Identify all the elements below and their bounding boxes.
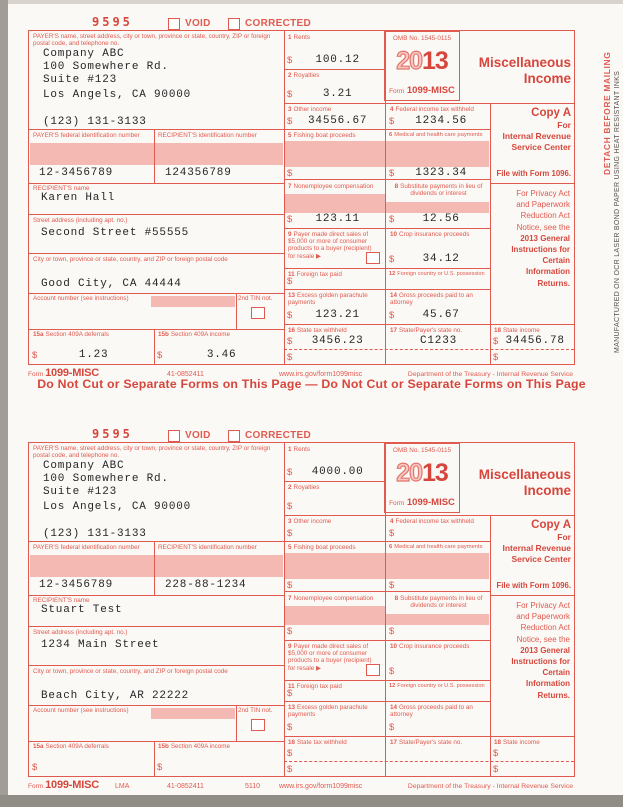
dollar-sign: $ (287, 89, 293, 100)
box8-label: 8 Substitute payments in lieu of dividends or interest (394, 183, 483, 198)
recipient-tin-value: 228-88-1234 (165, 579, 247, 591)
tin-row-shading (30, 143, 283, 165)
dollar-sign: $ (287, 55, 293, 66)
grid-line (154, 541, 155, 595)
grid-line (284, 481, 385, 482)
payer-street: 100 Somewhere Rd. (43, 61, 169, 73)
city-value: Good City, CA 44444 (41, 278, 182, 290)
scan-edge-bottom (0, 795, 623, 807)
form-code-number: 9595 (92, 15, 133, 29)
box18-label: 18 State income (494, 327, 540, 334)
box5-amount (287, 578, 383, 591)
recipient-name-label: RECIPIENT'S name (33, 185, 90, 192)
street-value: 1234 Main Street (41, 639, 160, 651)
form-number: Form 1099-MISC (389, 85, 455, 96)
grid-line (284, 701, 490, 702)
box7-shading (285, 194, 385, 213)
box14-amount: $ 45.67 (389, 309, 460, 321)
box7-label: 7 Nonemployee compensation (288, 183, 374, 190)
box2-amount: $ 3.21 (287, 88, 353, 100)
form-number: Form 1099-MISC (389, 497, 455, 508)
street-value: Second Street #55555 (41, 227, 190, 239)
box5-amount (287, 166, 383, 179)
form-copy-1 (28, 16, 573, 382)
grid-line (284, 443, 285, 776)
box11-label: 11 Foreign tax paid (288, 683, 342, 690)
box13-amount: $ 123.21 (287, 309, 360, 321)
form-footer (28, 779, 573, 793)
box6-amount (389, 578, 488, 591)
dollar-sign: $ (389, 168, 395, 179)
grid-line (284, 680, 490, 681)
corrected-label: CORRECTED (245, 430, 312, 441)
box10-label: 10 Crop insurance proceeds (390, 643, 470, 650)
recipient-name-label: RECIPIENT'S name (33, 597, 90, 604)
dollar-sign: $ (157, 350, 163, 361)
dollar-sign: $ (287, 310, 293, 321)
street-label: Street address (including apt. no.) (33, 217, 128, 224)
tin-row-shading (30, 555, 283, 577)
account-number-label: Account number (see instructions) (33, 707, 129, 714)
form-1099-misc (28, 428, 573, 794)
box11-label: 11 Foreign tax paid (288, 271, 342, 278)
grid-line (284, 591, 490, 592)
corrected-checkbox (228, 18, 240, 30)
dollar-sign: $ (389, 722, 395, 733)
payer-city: Los Angels, CA 90000 (43, 501, 192, 513)
void-checkbox (168, 18, 180, 30)
recipient-tin-value: 124356789 (165, 167, 232, 179)
grid-line (284, 515, 574, 516)
box10-amount (389, 664, 488, 677)
box1-amount: $ 4000.00 (287, 466, 364, 478)
box18-amount-2 (493, 350, 572, 363)
box15a-label: 15a Section 409A deferrals (33, 331, 109, 338)
tax-year: 2013 (396, 47, 448, 75)
box9-checkbox (366, 252, 380, 264)
grid-line (29, 253, 284, 254)
grid-line (284, 179, 490, 180)
tax-year: 2013 (396, 459, 448, 487)
box13-label: 13 Excess golden parachute payments (288, 292, 368, 307)
box14-label: 14 Gross proceeds paid to an attorney (390, 292, 473, 307)
recipient-tin-label: RECIPIENT'S identification number (158, 132, 257, 139)
account-shading (151, 708, 235, 719)
privacy-notice: For Privacy Act and Paperwork Reduction Act Notice, see the 2013 General Instructions for Certain Information Returns. (511, 601, 570, 700)
box4-label: 4 Federal income tax withheld (390, 518, 474, 525)
grid-line (284, 103, 574, 104)
box17-value: C1233 (419, 335, 457, 347)
form-title: Miscellaneous Income (478, 467, 571, 498)
box17-value (389, 746, 488, 759)
box2-amount (287, 499, 383, 512)
recipient-tin-label: RECIPIENT'S identification number (158, 544, 257, 551)
dollar-sign: $ (32, 350, 38, 361)
footer-treasury-text: Department of the Treasury - Internal Revenue Service (407, 783, 573, 790)
box8-amount (389, 624, 488, 637)
dollar-sign: $ (287, 276, 293, 287)
scan-edge-left (0, 0, 8, 807)
box18-amount (493, 746, 572, 759)
footer-plate-number: 41-0852411 (167, 783, 204, 790)
grid-line (29, 741, 284, 742)
dollar-sign: $ (157, 762, 163, 773)
account-shading (151, 296, 235, 307)
box8-amount: $ 12.56 (389, 213, 460, 225)
dollar-sign: $ (389, 254, 395, 265)
dollar-sign: $ (32, 762, 38, 773)
box15b-label: 15b Section 409A income (158, 331, 231, 338)
grid-line (284, 69, 385, 70)
box11-amount (287, 686, 383, 699)
separator-warning: Do Not Cut or Separate Forms on This Page — Do Not Cut or Separate Forms on This Page (37, 377, 586, 391)
dollar-sign: $ (287, 352, 293, 363)
privacy-notice: For Privacy Act and Paperwork Reduction Act Notice, see the 2013 General Instructions for Certain Information Returns. (511, 189, 570, 288)
dollar-sign: $ (493, 764, 499, 775)
box17-label: 17 State/Payer's state no. (390, 739, 463, 746)
street-label: Street address (including apt. no.) (33, 629, 128, 636)
box15a-amount: $ 1.23 (32, 349, 109, 361)
scan-edge-top (0, 0, 623, 4)
grid-line (29, 183, 284, 184)
box15a-label: 15a Section 409A deferrals (33, 743, 109, 750)
dollar-sign: $ (287, 764, 293, 775)
dollar-sign: $ (389, 310, 395, 321)
grid-line (29, 129, 490, 130)
grid-line (154, 741, 155, 776)
grid-line (284, 324, 574, 325)
corrected-checkbox (228, 430, 240, 442)
payer-label: PAYER'S name, street address, city or town, province or state, country, ZIP or foreign postal code, and telephone no. (33, 445, 271, 460)
box15b-label: 15b Section 409A income (158, 743, 231, 750)
box4-amount: $ 1234.56 (389, 115, 468, 127)
dollar-sign: $ (389, 666, 395, 677)
box15b-amount (157, 760, 281, 773)
box13-label: 13 Excess golden parachute payments (288, 704, 368, 719)
box18-amount-2 (493, 762, 572, 775)
payer-phone: (123) 131-3133 (43, 528, 147, 540)
footer-code2: 5110 (245, 783, 261, 790)
dollar-sign: $ (287, 214, 293, 225)
copy-a-block: Copy A For Internal Revenue Service Center (502, 519, 571, 564)
box5-label: 5 Fishing boat proceeds (288, 132, 356, 139)
payer-suite: Suite #123 (43, 74, 118, 86)
omb-number: OMB No. 1545-0115 (392, 447, 452, 454)
dollar-sign: $ (389, 580, 395, 591)
payer-name: Company ABC (43, 460, 125, 472)
footer-treasury-text: Department of the Treasury - Internal Revenue Service (407, 371, 573, 378)
dollar-sign: $ (287, 580, 293, 591)
edge-note-manufactured: MANUFACTURED ON OCR LASER BOND PAPER USING HEAT RESISTANT INKS (614, 70, 621, 353)
recipient-name-value: Stuart Test (41, 604, 123, 616)
box18-label: 18 State income (494, 739, 540, 746)
void-label: VOID (185, 430, 211, 441)
box6-label: 6 Medical and health care payments (389, 132, 483, 138)
box2-label: 2 Royalties (288, 484, 320, 491)
box14-amount (389, 720, 488, 733)
box5-6-shading (285, 141, 489, 167)
box7-amount (287, 624, 383, 637)
payer-tin-label: PAYER'S federal identification number (33, 544, 140, 551)
grid-line (236, 293, 237, 329)
box16-amount (287, 746, 383, 759)
payer-name: Company ABC (43, 48, 125, 60)
box16-label: 16 State tax withheld (288, 739, 347, 746)
box1-label: 1 Rents (288, 34, 310, 41)
box12-label: 12 Foreign country or U.S. possession (389, 271, 485, 277)
account-number-label: Account number (see instructions) (33, 295, 129, 302)
footer-irs-url: www.irs.gov/form1099misc (279, 371, 363, 378)
grid-line (29, 293, 284, 294)
box14-label: 14 Gross proceeds paid to an attorney (390, 704, 473, 719)
grid-line (490, 183, 574, 184)
box10-label: 10 Crop insurance proceeds (390, 231, 470, 238)
box5-label: 5 Fishing boat proceeds (288, 544, 356, 551)
dollar-sign: $ (287, 336, 293, 347)
file-with-note: File with Form 1096. (496, 169, 571, 178)
form-copy-2 (28, 428, 573, 794)
dollar-sign: $ (287, 116, 293, 127)
box9-label: 9 Payer made direct sales of $5,000 or more of consumer products to a buyer (recipient) for resale ▶ (288, 643, 372, 672)
corrected-label: CORRECTED (245, 18, 312, 29)
payer-phone: (123) 131-3133 (43, 116, 147, 128)
dollar-sign: $ (389, 528, 395, 539)
box16-amount-2 (287, 350, 383, 363)
box8-label: 8 Substitute payments in lieu of dividends or interest (394, 595, 483, 610)
grid-line (154, 329, 155, 364)
grid-line (29, 214, 284, 215)
dollar-sign: $ (287, 168, 293, 179)
box9-label: 9 Payer made direct sales of $5,000 or more of consumer products to a buyer (recipient) for resale ▶ (288, 231, 372, 260)
payer-tin-label: PAYER'S federal identification number (33, 132, 140, 139)
box16-amount-2 (287, 762, 383, 775)
omb-number: OMB No. 1545-0115 (392, 35, 452, 42)
grid-line (284, 268, 490, 269)
grid-line (490, 595, 574, 596)
box4-amount (389, 526, 488, 539)
second-tin-checkbox (251, 307, 265, 319)
grid-line (284, 736, 574, 737)
grid-line (29, 705, 284, 706)
box13-amount (287, 720, 383, 733)
box4-label: 4 Federal income tax withheld (390, 106, 474, 113)
payer-suite: Suite #123 (43, 486, 118, 498)
second-tin-checkbox (251, 719, 265, 731)
box3-amount: $ 34556.67 (287, 115, 368, 127)
box2-label: 2 Royalties (288, 72, 320, 79)
dollar-sign: $ (493, 352, 499, 363)
box18-amount: $ 34456.78 (493, 335, 565, 347)
box1-amount: $ 100.12 (287, 54, 360, 66)
form-code-number: 9595 (92, 427, 133, 441)
dollar-sign: $ (287, 748, 293, 759)
box9-checkbox (366, 664, 380, 676)
file-with-note: File with Form 1096. (496, 581, 571, 590)
dollar-sign: $ (287, 722, 293, 733)
box7-label: 7 Nonemployee compensation (288, 595, 374, 602)
form-title: Miscellaneous Income (478, 55, 571, 86)
payer-tin-value: 12-3456789 (39, 579, 114, 591)
dollar-sign: $ (389, 214, 395, 225)
grid-line (284, 31, 285, 364)
second-tin-label: 2nd TIN not. (238, 295, 273, 302)
box16-amount: $ 3456.23 (287, 335, 364, 347)
box12-label: 12 Foreign country or U.S. possession (389, 683, 485, 689)
payer-tin-value: 12-3456789 (39, 167, 114, 179)
box7-amount: $ 123.11 (287, 213, 360, 225)
dollar-sign: $ (493, 336, 499, 347)
city-label: City or town, province or state, country, and ZIP or foreign postal code (33, 256, 228, 263)
second-tin-label: 2nd TIN not. (238, 707, 273, 714)
payer-city: Los Angels, CA 90000 (43, 89, 192, 101)
payer-label: PAYER'S name, street address, city or town, province or state, country, ZIP or foreign postal code, and telephone no. (33, 33, 271, 48)
footer-lma: LMA (115, 783, 130, 790)
box15a-amount (32, 760, 150, 773)
grid-line (154, 129, 155, 183)
grid-line (284, 289, 490, 290)
box10-amount: $ 34.12 (389, 253, 460, 265)
box16-label: 16 State tax withheld (288, 327, 347, 334)
grid-line (29, 329, 284, 330)
form-grid (28, 442, 575, 777)
grid-line (29, 541, 490, 542)
box11-amount (287, 274, 383, 287)
box3-label: 3 Other income (288, 106, 332, 113)
box7-shading (285, 606, 385, 625)
dollar-sign: $ (389, 116, 395, 127)
box17-label: 17 State/Payer's state no. (390, 327, 463, 334)
footer-form-name: Form 1099-MISC (28, 367, 99, 379)
dollar-sign: $ (287, 688, 293, 699)
grid-line (29, 665, 284, 666)
grid-line (29, 595, 284, 596)
copy-a-block: Copy A For Internal Revenue Service Center (502, 107, 571, 152)
grid-line (236, 705, 237, 741)
box6-amount: $ 1323.34 (389, 167, 468, 179)
footer-form-name: Form 1099-MISC (28, 779, 99, 791)
form-grid (28, 30, 575, 365)
grid-line (284, 228, 490, 229)
grid-line (29, 626, 284, 627)
dollar-sign: $ (287, 501, 293, 512)
city-value: Beach City, AR 22222 (41, 690, 190, 702)
footer-irs-url: www.irs.gov/form1099misc (279, 783, 363, 790)
grid-line (284, 640, 490, 641)
box3-amount (287, 526, 383, 539)
footer-plate-number: 41-0852411 (167, 371, 204, 378)
payer-street: 100 Somewhere Rd. (43, 473, 169, 485)
dollar-sign: $ (287, 528, 293, 539)
dollar-sign: $ (389, 626, 395, 637)
dollar-sign: $ (493, 748, 499, 759)
box5-6-shading (285, 553, 489, 579)
box1-label: 1 Rents (288, 446, 310, 453)
city-label: City or town, province or state, country, and ZIP or foreign postal code (33, 668, 228, 675)
dollar-sign: $ (287, 467, 293, 478)
box3-label: 3 Other income (288, 518, 332, 525)
box15b-amount: $ 3.46 (157, 349, 237, 361)
form-1099-misc (28, 16, 573, 382)
box6-label: 6 Medical and health care payments (389, 544, 483, 550)
dollar-sign: $ (287, 626, 293, 637)
recipient-name-value: Karen Hall (41, 192, 116, 204)
void-checkbox (168, 430, 180, 442)
void-label: VOID (185, 18, 211, 29)
edge-note-detach: DETACH BEFORE MAILING (602, 51, 612, 175)
